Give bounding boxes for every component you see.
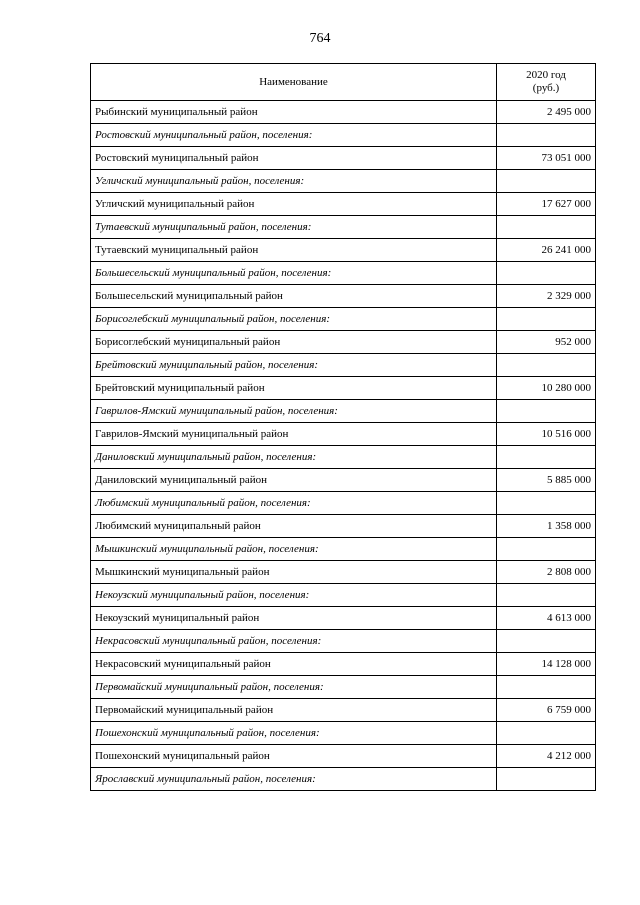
district-name-cell: Брейтовский муниципальный район: [91, 377, 497, 400]
page-number: 764: [309, 31, 331, 46]
amount-cell: 2 329 000: [497, 285, 596, 308]
amount-cell: 4 613 000: [497, 607, 596, 630]
column-header-name: Наименование: [91, 64, 497, 101]
district-name-cell: Даниловский муниципальный район: [91, 469, 497, 492]
table-row-settlements-header: [91, 584, 596, 607]
table-row-settlements-header: [91, 538, 596, 561]
settlements-header-cell: Ростовский муниципальный район, поселения:: [91, 124, 497, 147]
column-header-unit: (руб.): [532, 82, 560, 94]
amount-cell: 73 051 000: [497, 147, 596, 170]
table-row-settlements-header: [91, 400, 596, 423]
settlements-header-cell: Мышкинский муниципальный район, поселения:: [91, 538, 497, 561]
column-header-year: 2020 год: [526, 69, 566, 81]
district-name-cell: Рыбинский муниципальный район: [91, 101, 497, 124]
budget-table: [90, 63, 596, 791]
settlements-header-cell: Некоузский муниципальный район, поселения:: [91, 584, 497, 607]
table-row-settlements-header: [91, 722, 596, 745]
column-header-value: [497, 64, 596, 101]
district-name-cell: Некоузский муниципальный район: [91, 607, 497, 630]
settlements-header-cell: Брейтовский муниципальный район, поселения:: [91, 354, 497, 377]
amount-cell: 17 627 000: [497, 193, 596, 216]
settlements-header-cell: Ярославский муниципальный район, поселения:: [91, 768, 497, 791]
table-row-settlements-header: [91, 170, 596, 193]
district-name-cell: Некрасовский муниципальный район: [91, 653, 497, 676]
amount-cell: 2 808 000: [497, 561, 596, 584]
table-row-district: [91, 239, 596, 262]
amount-cell: [497, 354, 596, 377]
table-row-district: [91, 331, 596, 354]
amount-cell: 4 212 000: [497, 745, 596, 768]
table-row-district: [91, 607, 596, 630]
district-name-cell: Мышкинский муниципальный район: [91, 561, 497, 584]
table-row-district: [91, 653, 596, 676]
amount-cell: 14 128 000: [497, 653, 596, 676]
district-name-cell: Гаврилов-Ямский муниципальный район: [91, 423, 497, 446]
district-name-cell: Тутаевский муниципальный район: [91, 239, 497, 262]
amount-cell: 6 759 000: [497, 699, 596, 722]
district-name-cell: Любимский муниципальный район: [91, 515, 497, 538]
table-header-row: [91, 64, 596, 101]
amount-cell: 2 495 000: [497, 101, 596, 124]
settlements-header-cell: Первомайский муниципальный район, поселения:: [91, 676, 497, 699]
district-name-cell: Пошехонский муниципальный район: [91, 745, 497, 768]
table-row-district: [91, 101, 596, 124]
settlements-header-cell: Некрасовский муниципальный район, поселения:: [91, 630, 497, 653]
table-row-district: [91, 147, 596, 170]
amount-cell: [497, 308, 596, 331]
table-row-district: [91, 515, 596, 538]
amount-cell: [497, 446, 596, 469]
settlements-header-cell: Даниловский муниципальный район, поселения:: [91, 446, 497, 469]
amount-cell: [497, 216, 596, 239]
table-row-settlements-header: [91, 446, 596, 469]
amount-cell: [497, 124, 596, 147]
amount-cell: [497, 170, 596, 193]
table-row-district: [91, 423, 596, 446]
district-name-cell: Ростовский муниципальный район: [91, 147, 497, 170]
amount-cell: [497, 722, 596, 745]
settlements-header-cell: Пошехонский муниципальный район, поселения:: [91, 722, 497, 745]
amount-cell: [497, 262, 596, 285]
amount-cell: 26 241 000: [497, 239, 596, 262]
table-row-district: [91, 699, 596, 722]
district-name-cell: Первомайский муниципальный район: [91, 699, 497, 722]
district-name-cell: Угличский муниципальный район: [91, 193, 497, 216]
table-row-settlements-header: [91, 308, 596, 331]
amount-cell: 10 280 000: [497, 377, 596, 400]
settlements-header-cell: Угличский муниципальный район, поселения:: [91, 170, 497, 193]
table-row-settlements-header: [91, 354, 596, 377]
settlements-header-cell: Любимский муниципальный район, поселения:: [91, 492, 497, 515]
amount-cell: [497, 630, 596, 653]
table-row-settlements-header: [91, 676, 596, 699]
table-row-district: [91, 377, 596, 400]
table-row-settlements-header: [91, 124, 596, 147]
table-row-district: [91, 469, 596, 492]
amount-cell: [497, 768, 596, 791]
table-row-settlements-header: [91, 492, 596, 515]
amount-cell: [497, 538, 596, 561]
settlements-header-cell: Тутаевский муниципальный район, поселения:: [91, 216, 497, 239]
table-row-settlements-header: [91, 262, 596, 285]
table-row-settlements-header: [91, 216, 596, 239]
amount-cell: [497, 584, 596, 607]
settlements-header-cell: Гаврилов-Ямский муниципальный район, поселения:: [91, 400, 497, 423]
settlements-header-cell: Большесельский муниципальный район, поселения:: [91, 262, 497, 285]
table-row-district: [91, 193, 596, 216]
amount-cell: [497, 676, 596, 699]
settlements-header-cell: Борисоглебский муниципальный район, поселения:: [91, 308, 497, 331]
table-body: [91, 101, 596, 791]
district-name-cell: Большесельский муниципальный район: [91, 285, 497, 308]
amount-cell: 5 885 000: [497, 469, 596, 492]
amount-cell: 1 358 000: [497, 515, 596, 538]
table-row-district: [91, 285, 596, 308]
table-row-settlements-header: [91, 768, 596, 791]
amount-cell: 952 000: [497, 331, 596, 354]
amount-cell: 10 516 000: [497, 423, 596, 446]
district-name-cell: Борисоглебский муниципальный район: [91, 331, 497, 354]
table-row-district: [91, 745, 596, 768]
table-row-settlements-header: [91, 630, 596, 653]
table-row-district: [91, 561, 596, 584]
amount-cell: [497, 492, 596, 515]
amount-cell: [497, 400, 596, 423]
